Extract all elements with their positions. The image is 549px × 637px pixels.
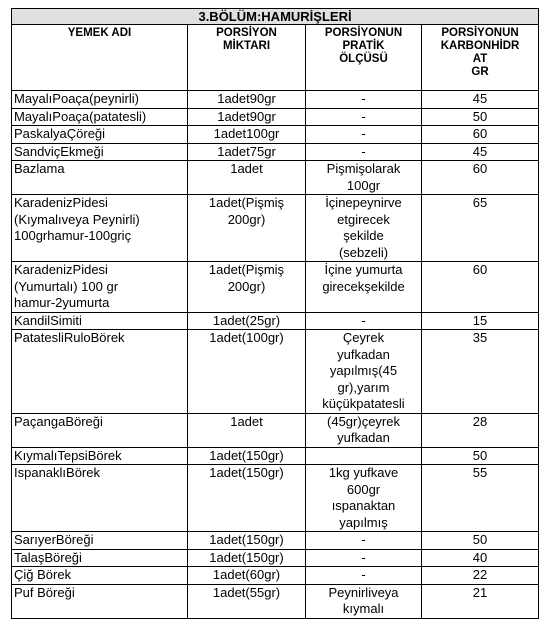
portion-cell-line: 1adet90gr — [217, 91, 276, 106]
table-row — [12, 584, 539, 618]
table-body — [12, 9, 539, 619]
table-row — [12, 312, 539, 330]
food-name-cell-line: SarıyerBöreği — [14, 532, 94, 547]
food-name-cell-line: Çiğ Börek — [14, 567, 72, 582]
food-name-cell-line: KaradenizPidesi — [14, 262, 108, 277]
food-name-cell-line: (Yumurtalı) 100 gr — [14, 278, 119, 294]
table-row — [12, 143, 539, 161]
practical-cell-line: (sebzeli) — [338, 244, 389, 260]
portion-cell — [188, 108, 306, 126]
portion-cell-line: 1adet100gr — [213, 126, 280, 141]
table-row — [12, 195, 539, 262]
food-name-cell — [12, 126, 188, 144]
practical-cell-line: Peynirliveya — [328, 584, 399, 600]
practical-cell-line: ıspanaktan — [331, 498, 396, 513]
practical-cell — [306, 126, 422, 144]
practical-cell-line: kıymalı — [342, 601, 385, 616]
practical-cell — [306, 447, 422, 465]
food-name-cell — [12, 413, 188, 447]
practical-cell-line: - — [361, 312, 366, 328]
header-name: YEMEK ADI — [12, 25, 188, 91]
portion-cell-line: 1adet(150gr) — [209, 532, 284, 547]
header-carb — [422, 25, 539, 91]
food-name-cell — [12, 91, 188, 109]
portion-cell-line: 200gr) — [227, 278, 266, 294]
practical-cell — [306, 549, 422, 567]
table-row — [12, 262, 539, 313]
practical-cell-line: (45gr)çeyrek — [327, 413, 400, 429]
portion-cell — [188, 91, 306, 109]
practical-cell-line: - — [361, 108, 366, 124]
header-portion-line: PORSİYON — [216, 27, 277, 39]
portion-cell-line: 1adet(150gr) — [209, 465, 284, 480]
food-name-cell-line: PatatesliRuloBörek — [14, 330, 125, 345]
portion-cell — [188, 262, 306, 313]
practical-cell-line: yapılmış — [339, 514, 388, 530]
practical-cell-line: gr),yarım — [337, 379, 390, 395]
practical-cell — [306, 567, 422, 585]
practical-cell-line — [308, 448, 419, 465]
carb-cell: 55 — [422, 465, 539, 532]
practical-cell-line: - — [361, 143, 366, 159]
practical-cell — [306, 532, 422, 550]
food-name-cell — [12, 447, 188, 465]
food-name-cell-line: KaradenizPidesi — [14, 195, 108, 210]
header-practical-line: PORSİYONUN — [324, 27, 403, 39]
practical-cell — [306, 262, 422, 313]
practical-cell — [306, 195, 422, 262]
carb-cell: 50 — [422, 532, 539, 550]
food-name-cell-line: KandilSimiti — [14, 312, 82, 328]
header-practical-line: PRATİK — [342, 40, 385, 52]
food-name-cell — [12, 161, 188, 195]
portion-cell-line: 1adet — [230, 161, 263, 176]
portion-cell — [188, 143, 306, 161]
carb-cell: 50 — [422, 447, 539, 465]
practical-cell-line: 600gr — [346, 481, 381, 497]
practical-cell-line: yufkadan — [337, 346, 390, 362]
document-page — [11, 8, 538, 619]
food-name-cell-line: IspanaklıBörek — [14, 465, 100, 480]
practical-cell — [306, 312, 422, 330]
practical-cell-line: Çeyrek — [342, 330, 385, 345]
practical-cell — [306, 161, 422, 195]
table-row — [12, 161, 539, 195]
food-name-cell — [12, 584, 188, 618]
portion-cell-line: 1adet(Pişmiş — [208, 262, 285, 277]
portion-cell — [188, 195, 306, 262]
carb-cell: 65 — [422, 195, 539, 262]
food-name-cell-line: KıymalıTepsiBörek — [14, 447, 122, 463]
carb-cell: 60 — [422, 262, 539, 313]
practical-cell-line: - — [361, 91, 366, 106]
carb-cell: 45 — [422, 91, 539, 109]
portion-cell-line: 1adet(55gr) — [212, 584, 281, 600]
portion-cell — [188, 330, 306, 414]
portion-cell-line: 1adet — [230, 413, 263, 429]
portion-cell — [188, 161, 306, 195]
practical-cell — [306, 465, 422, 532]
food-name-cell-line: TalaşBöreği — [14, 549, 82, 565]
practical-cell-line: 100gr — [346, 177, 381, 193]
portion-cell — [188, 312, 306, 330]
practical-cell-line: girecekşekilde — [322, 278, 405, 294]
carb-cell: 60 — [422, 161, 539, 195]
carb-cell: 28 — [422, 413, 539, 447]
practical-cell-line: İçine yumurta — [324, 262, 403, 277]
portion-cell-line: 1adet(150gr) — [209, 549, 284, 565]
practical-cell-line: şekilde — [343, 228, 384, 243]
food-name-cell-line: hamur-2yumurta — [14, 295, 110, 310]
practical-cell-line: yufkadan — [337, 430, 390, 445]
food-name-cell — [12, 549, 188, 567]
carb-cell: 15 — [422, 312, 539, 330]
table-row — [12, 549, 539, 567]
practical-cell — [306, 108, 422, 126]
carb-cell: 60 — [422, 126, 539, 144]
food-name-cell-line: (Kıymalıveya Peynirli) — [14, 211, 140, 227]
food-name-cell-line: PaskalyaÇöreği — [14, 126, 106, 141]
food-name-cell — [12, 195, 188, 262]
title-row — [12, 9, 539, 25]
portion-cell-line: 1adet(60gr) — [212, 567, 281, 582]
food-name-cell — [12, 465, 188, 532]
table-row — [12, 447, 539, 465]
table-row — [12, 91, 539, 109]
practical-cell — [306, 413, 422, 447]
food-name-cell-line: MayalıPoaça(patatesli) — [14, 108, 147, 124]
header-carb-line: KARBONHİDR — [440, 40, 520, 52]
practical-cell — [306, 91, 422, 109]
header-carb-line: AT — [472, 53, 488, 65]
portion-cell — [188, 567, 306, 585]
table-row — [12, 413, 539, 447]
carb-cell: 35 — [422, 330, 539, 414]
carb-cell: 22 — [422, 567, 539, 585]
practical-cell-line: küçükpatatesli — [322, 396, 405, 411]
portion-cell — [188, 584, 306, 618]
portion-cell-line: 1adet(Pişmiş — [208, 195, 285, 210]
practical-cell-line: İçinepeynirve — [325, 195, 402, 210]
food-name-cell — [12, 567, 188, 585]
portion-cell-line: 1adet(25gr) — [212, 312, 281, 328]
carb-cell: 21 — [422, 584, 539, 618]
carb-cell: 45 — [422, 143, 539, 161]
food-name-cell-line: Bazlama — [14, 161, 65, 176]
portion-cell-line: 1adet(100gr) — [209, 330, 284, 345]
practical-cell — [306, 584, 422, 618]
portion-cell — [188, 447, 306, 465]
practical-cell — [306, 143, 422, 161]
practical-cell-line: - — [361, 549, 366, 565]
header-practical — [306, 25, 422, 91]
table-row — [12, 126, 539, 144]
practical-cell-line: etgirecek — [337, 211, 390, 227]
practical-cell — [306, 330, 422, 414]
practical-cell-line: Pişmişolarak — [326, 161, 401, 176]
food-name-cell — [12, 532, 188, 550]
table-row — [12, 465, 539, 532]
practical-cell-line: yapılmış(45 — [329, 363, 398, 378]
food-name-cell-line: PaçangaBöreği — [14, 413, 103, 429]
portion-cell-line: 200gr) — [227, 211, 266, 227]
portion-cell-line: 1adet75gr — [217, 143, 276, 159]
table-row — [12, 330, 539, 414]
table-row — [12, 532, 539, 550]
portion-cell-line: 1adet(150gr) — [209, 447, 284, 463]
header-row — [12, 25, 539, 91]
food-name-cell-line: MayalıPoaça(peynirli) — [14, 91, 139, 106]
table-row — [12, 567, 539, 585]
portion-cell — [188, 413, 306, 447]
header-carb-line: PORSİYONUN — [441, 27, 519, 39]
portion-cell — [188, 532, 306, 550]
food-name-cell — [12, 312, 188, 330]
portion-cell-line: 1adet90gr — [217, 108, 276, 124]
food-table — [11, 8, 539, 619]
food-name-cell — [12, 108, 188, 126]
header-portion-line: MİKTARI — [222, 40, 271, 52]
header-practical-line: ÖLÇÜSÜ — [339, 53, 388, 65]
header-carb-line: GR — [471, 66, 489, 78]
food-name-cell — [12, 330, 188, 414]
portion-cell — [188, 549, 306, 567]
food-name-cell-line: 100grhamur-100griç — [14, 228, 132, 243]
portion-cell — [188, 465, 306, 532]
food-name-cell-line: SandviçEkmeği — [14, 143, 104, 159]
practical-cell-line: - — [361, 567, 366, 582]
practical-cell-line: - — [361, 532, 366, 547]
practical-cell-line: 1kg yufkave — [328, 465, 399, 480]
table-row — [12, 108, 539, 126]
header-portion — [188, 25, 306, 91]
food-name-cell — [12, 262, 188, 313]
section-title: 3.BÖLÜM:HAMURİŞLERİ — [12, 9, 539, 25]
portion-cell — [188, 126, 306, 144]
food-name-cell-line: Puf Böreği — [14, 584, 75, 600]
practical-cell-line: - — [361, 126, 366, 141]
carb-cell: 50 — [422, 108, 539, 126]
carb-cell: 40 — [422, 549, 539, 567]
food-name-cell — [12, 143, 188, 161]
